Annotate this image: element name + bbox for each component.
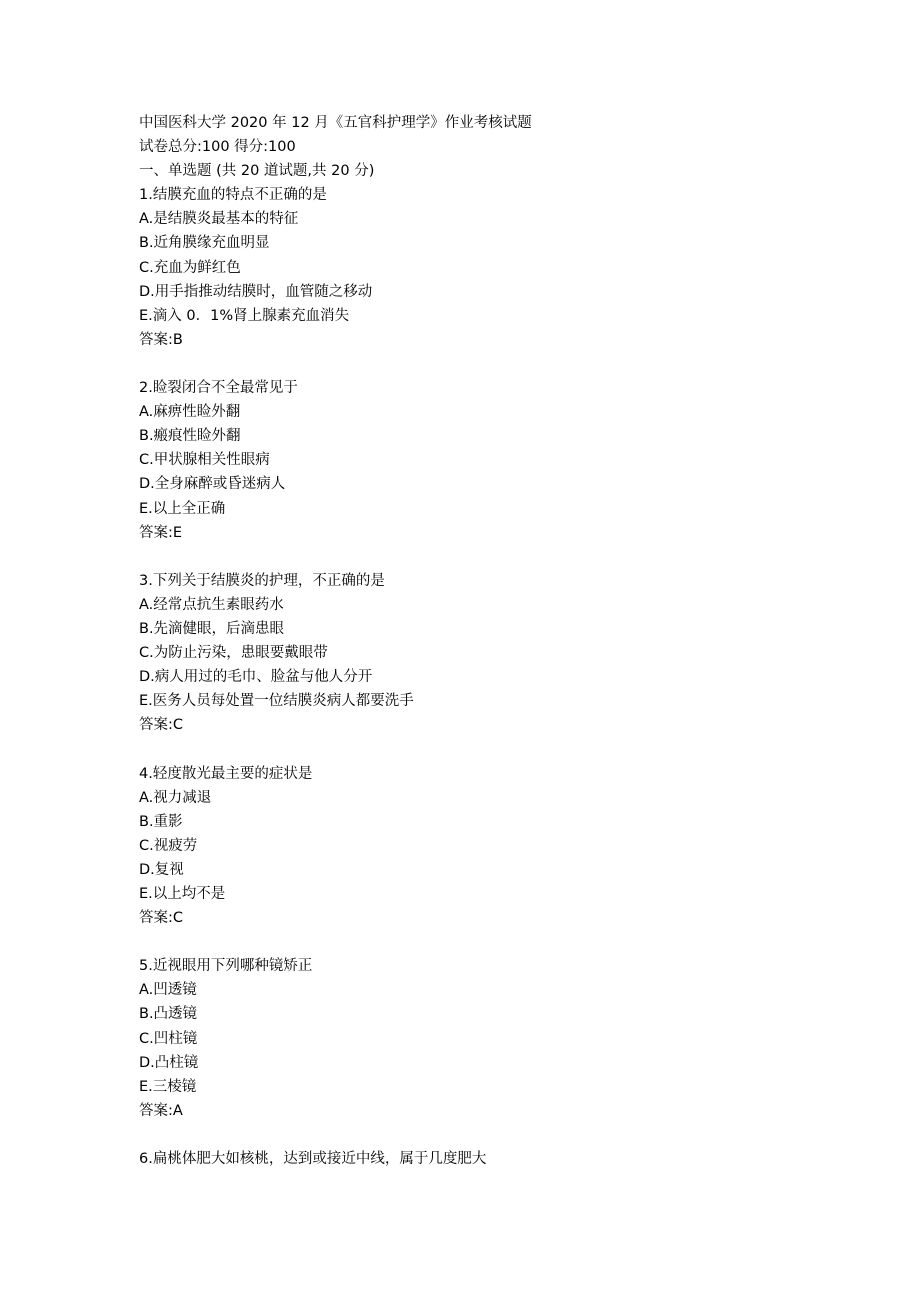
option-b: B.近角膜缘充血明显 [139,235,270,252]
option-a: A.经常点抗生素眼药水 [139,596,284,613]
answer-line: 答案:C [139,717,184,734]
answer-line: 答案:E [139,524,183,541]
question-stem: 1.结膜充血的特点不正确的是 [139,187,327,204]
option-e: E.以上全正确 [139,500,226,517]
option-e: E.滴入 0．1%肾上腺素充血消失 [139,307,350,324]
question-gap [139,545,819,569]
question-5 [139,954,819,1147]
option-e: E.医务人员每处置一位结膜炎病人都要洗手 [139,693,414,710]
question-stem: 6.扁桃体肥大如核桃，达到或接近中线，属于几度肥大 [139,1151,487,1168]
document-body [139,111,819,1171]
option-b: B.先滴健眼，后滴患眼 [139,620,285,637]
question-gap [139,352,819,376]
section-heading: 一、单选题 (共 20 道试题,共 20 分) [139,163,375,180]
option-c: C.视疲劳 [139,837,198,854]
option-c: C.为防止污染，患眼要戴眼带 [139,645,328,662]
score-line: 试卷总分:100 得分:100 [139,139,296,156]
option-b: B.重影 [139,813,183,830]
option-b: B.瘢痕性睑外翻 [139,428,241,445]
document-title: 中国医科大学 2020 年 12 月《五官科护理学》作业考核试题 [139,115,532,131]
option-d: D.全身麻醉或昏迷病人 [139,476,286,493]
option-a: A.凹透镜 [139,982,197,999]
question-stem: 4.轻度散光最主要的症状是 [139,765,313,782]
question-3 [139,569,819,762]
question-gap [139,1123,819,1147]
option-d: D.病人用过的毛巾、脸盆与他人分开 [139,669,373,686]
question-gap [139,737,819,761]
option-c: C.充血为鲜红色 [139,259,241,276]
option-c: C.甲状腺相关性眼病 [139,452,270,469]
answer-line: 答案:C [139,910,184,927]
option-d: D.用手指推动结膜时，血管随之移动 [139,283,373,300]
option-a: A.视力减退 [139,789,212,806]
option-d: D.复视 [139,861,184,878]
question-stem: 5.近视眼用下列哪种镜矫正 [139,958,313,975]
question-stem: 2.睑裂闭合不全最常见于 [139,380,298,397]
option-a: A.麻痹性睑外翻 [139,404,241,421]
question-stem: 3.下列关于结膜炎的护理，不正确的是 [139,572,385,589]
answer-line: 答案:B [139,331,183,348]
answer-line: 答案:A [139,1102,183,1119]
question-2 [139,376,819,569]
option-c: C.凹柱镜 [139,1030,198,1047]
option-b: B.凸透镜 [139,1006,198,1023]
option-e: E.三棱镜 [139,1078,197,1095]
question-gap [139,930,819,954]
option-a: A.是结膜炎最基本的特征 [139,211,299,228]
option-d: D.凸柱镜 [139,1054,199,1071]
question-1 [139,183,819,376]
question-6 [139,1147,819,1171]
question-4 [139,762,819,955]
option-e: E.以上均不是 [139,886,226,902]
